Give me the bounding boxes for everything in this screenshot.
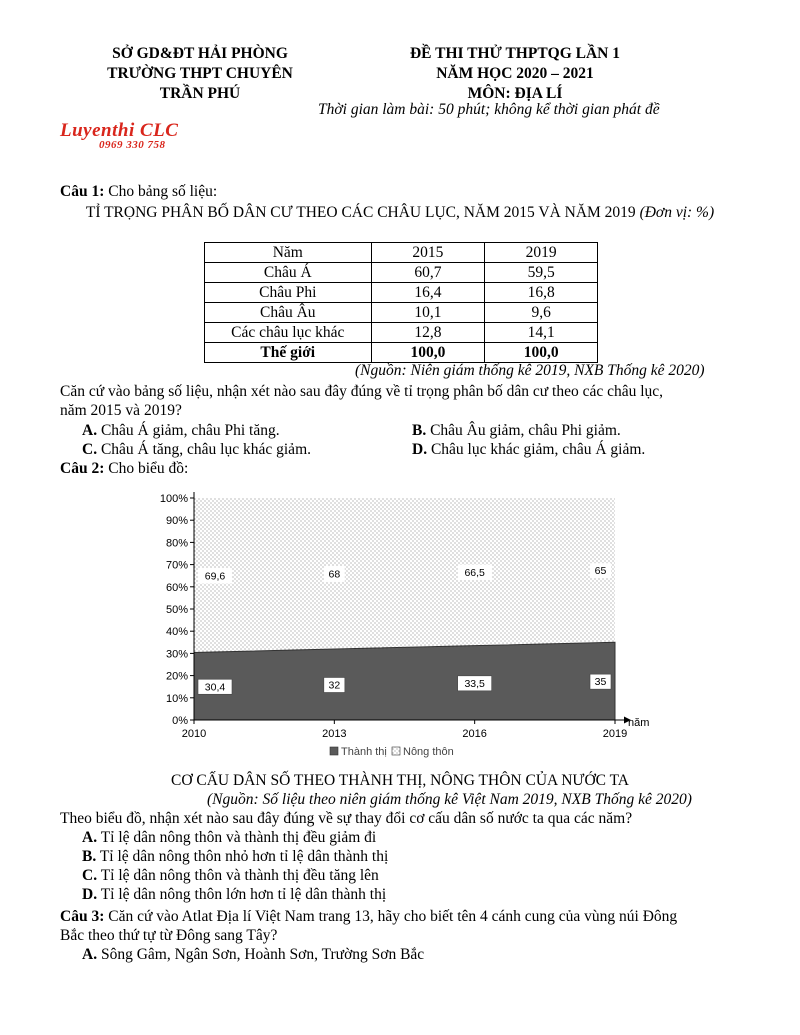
q2-option-a[interactable] (82, 829, 376, 847)
time-note: Thời gian làm bài: 50 phút; không kể thời gian phát đề (318, 101, 660, 118)
rural-data-label: 69,6 (204, 570, 226, 583)
table-cell: 9,6 (485, 303, 598, 323)
x-tick-label: 2019 (602, 728, 628, 740)
subject: MÔN: ĐỊA LÍ (467, 85, 563, 102)
option-text: Châu lục khác giảm, châu Á giảm. (430, 441, 646, 458)
option-key: D. (412, 441, 428, 458)
q3-line2: Bắc theo thứ tự từ Đông sang Tây? (60, 927, 278, 944)
table-cell: Thế giới (205, 343, 372, 363)
legend-swatch-rural (392, 747, 400, 755)
y-tick-label: 100% (159, 493, 188, 505)
legend-label-urban: Thành thị (341, 746, 387, 758)
q3-question (60, 907, 750, 945)
urban-data-label: 35 (594, 676, 607, 689)
table-row (205, 263, 598, 283)
y-tick-label: 50% (165, 604, 188, 616)
brand-phone: 0969 330 758 (99, 139, 166, 151)
table-cell: Các châu lục khác (205, 323, 372, 343)
exam-header (380, 44, 650, 104)
table-total-row (205, 343, 598, 363)
rural-data-label: 65 (594, 565, 607, 578)
option-text: Tỉ lệ dân nông thôn nhỏ hơn tỉ lệ dân thành thị (99, 848, 389, 865)
urban-data-label: 33,5 (464, 677, 485, 690)
q2-intro-text: Cho biểu đồ: (108, 460, 189, 477)
option-text: Châu Á tăng, châu lục khác giảm. (100, 441, 311, 458)
q1-option-d[interactable] (412, 441, 645, 459)
y-tick-label: 20% (165, 670, 188, 683)
table-header-cell: 2015 (371, 243, 485, 263)
x-tick-label: 2010 (181, 728, 207, 740)
school-header (80, 44, 320, 104)
option-text: Châu Á giảm, châu Phi tăng. (100, 422, 280, 439)
q1-intro-text: Cho bảng số liệu: (108, 183, 218, 200)
table-header-cell: 2019 (485, 243, 598, 263)
table-cell: Châu Âu (205, 303, 372, 323)
y-tick-label: 10% (165, 692, 188, 705)
q1-question (60, 382, 750, 420)
rural-data-label: 68 (328, 568, 341, 581)
x-axis-label: năm (628, 717, 650, 729)
q2-question: Theo biểu đồ, nhận xét nào sau đây đúng về sự thay đổi cơ cấu dân số nước ta qua các năm? (60, 810, 633, 827)
y-tick-label: 80% (165, 537, 188, 550)
q2-source: (Nguồn: Số liệu theo niên giám thống kê Việt Nam 2019, NXB Thống kê 2020) (207, 791, 692, 808)
table-cell: 12,8 (371, 323, 485, 343)
table-header-cell: Năm (205, 243, 372, 263)
q1-table-title (60, 203, 740, 222)
q1-unit: (Đơn vị: %) (639, 204, 715, 221)
brand-logo: Luyenthi CLC (60, 120, 179, 141)
rural-data-label: 66,5 (464, 566, 485, 579)
option-key: A. (82, 829, 98, 846)
x-tick-label: 2016 (462, 728, 487, 740)
table-cell: 100,0 (485, 343, 598, 363)
option-key: D. (82, 886, 98, 903)
q1-title-text: TỈ TRỌNG PHÂN BỐ DÂN CƯ THEO CÁC CHÂU LỤC, NĂM 2015 VÀ NĂM 2019 (85, 204, 636, 221)
table-cell: Châu Phi (205, 283, 372, 303)
table-cell: 16,4 (371, 283, 485, 303)
q3-line1 (60, 907, 750, 926)
dept-name: SỞ GD&ĐT HẢI PHÒNG (112, 45, 288, 62)
q1-data-table (204, 242, 598, 363)
q2-option-b[interactable] (82, 848, 388, 866)
option-key: C. (82, 867, 98, 884)
y-tick-label: 30% (165, 648, 188, 661)
q1-question-line2: năm 2015 và 2019? (60, 402, 182, 419)
option-key: A. (82, 422, 98, 439)
q3-label: Câu 3: (60, 908, 105, 925)
table-cell: 16,8 (485, 283, 598, 303)
option-text: Châu Âu giảm, châu Phi giảm. (430, 422, 621, 439)
urban-area (194, 642, 615, 720)
table-cell: Châu Á (205, 263, 372, 283)
option-text: Tỉ lệ dân nông thôn và thành thị đều giảm đi (100, 829, 377, 846)
urban-data-label: 30,4 (204, 681, 226, 694)
option-key: B. (82, 848, 97, 865)
option-key: B. (412, 422, 427, 439)
y-tick-label: 70% (165, 559, 188, 572)
y-tick-label: 40% (165, 626, 188, 639)
y-tick-label: 90% (165, 515, 188, 528)
school-name-2: TRẦN PHÚ (159, 85, 241, 102)
table-cell: 59,5 (485, 263, 598, 283)
q1-intro (60, 183, 217, 201)
q2-intro (60, 460, 188, 478)
q3-line1-text: Căn cứ vào Atlat Địa lí Việt Nam trang 13, hãy cho biết tên 4 cánh cung của vùng núi Đông (108, 908, 678, 925)
q2-label: Câu 2: (60, 460, 105, 477)
option-key: C. (82, 441, 98, 458)
x-tick-label: 2013 (322, 728, 347, 740)
legend-label-rural: Nông thôn (403, 746, 454, 758)
table-row (205, 283, 598, 303)
table-cell: 10,1 (371, 303, 485, 323)
exam-title: ĐỀ THI THỬ THPTQG LẦN 1 (409, 45, 620, 62)
urban-rural-chart (140, 480, 660, 770)
table-header-row (205, 243, 598, 263)
option-text: Sông Gâm, Ngân Sơn, Hoành Sơn, Trường Sơn Bắc (100, 946, 425, 963)
y-tick-label: 0% (172, 715, 188, 727)
q1-option-b[interactable] (412, 422, 621, 440)
table-cell: 60,7 (371, 263, 485, 283)
q1-option-a[interactable] (82, 422, 280, 440)
q1-option-c[interactable] (82, 441, 311, 459)
table-row (205, 323, 598, 343)
q2-chart-caption: CƠ CẤU DÂN SỐ THEO THÀNH THỊ, NÔNG THÔN CỦA NƯỚC TA (170, 772, 629, 789)
table-row (205, 303, 598, 323)
y-tick-label: 60% (165, 581, 188, 594)
option-text: Tỉ lệ dân nông thôn lớn hơn tỉ lệ dân thành thị (100, 886, 387, 903)
q2-option-c[interactable] (82, 867, 379, 885)
q3-option-a[interactable] (82, 946, 424, 964)
table-cell: 14,1 (485, 323, 598, 343)
school-year: NĂM HỌC 2020 – 2021 (436, 65, 594, 82)
q1-label: Câu 1: (60, 183, 105, 200)
option-key: A. (82, 946, 98, 963)
school-name-1: TRƯỜNG THPT CHUYÊN (107, 65, 293, 82)
legend-swatch-urban (330, 747, 338, 755)
q1-source: (Nguồn: Niên giám thống kê 2019, NXB Thống kê 2020) (355, 362, 705, 379)
option-text: Tỉ lệ dân nông thôn và thành thị đều tăng lên (100, 867, 379, 884)
q1-question-line1: Căn cứ vào bảng số liệu, nhận xét nào sau đây đúng về tỉ trọng phân bố dân cư theo các châu lục, (60, 383, 664, 400)
q2-option-d[interactable] (82, 886, 386, 904)
table-cell: 100,0 (371, 343, 485, 363)
urban-data-label: 32 (328, 679, 341, 692)
